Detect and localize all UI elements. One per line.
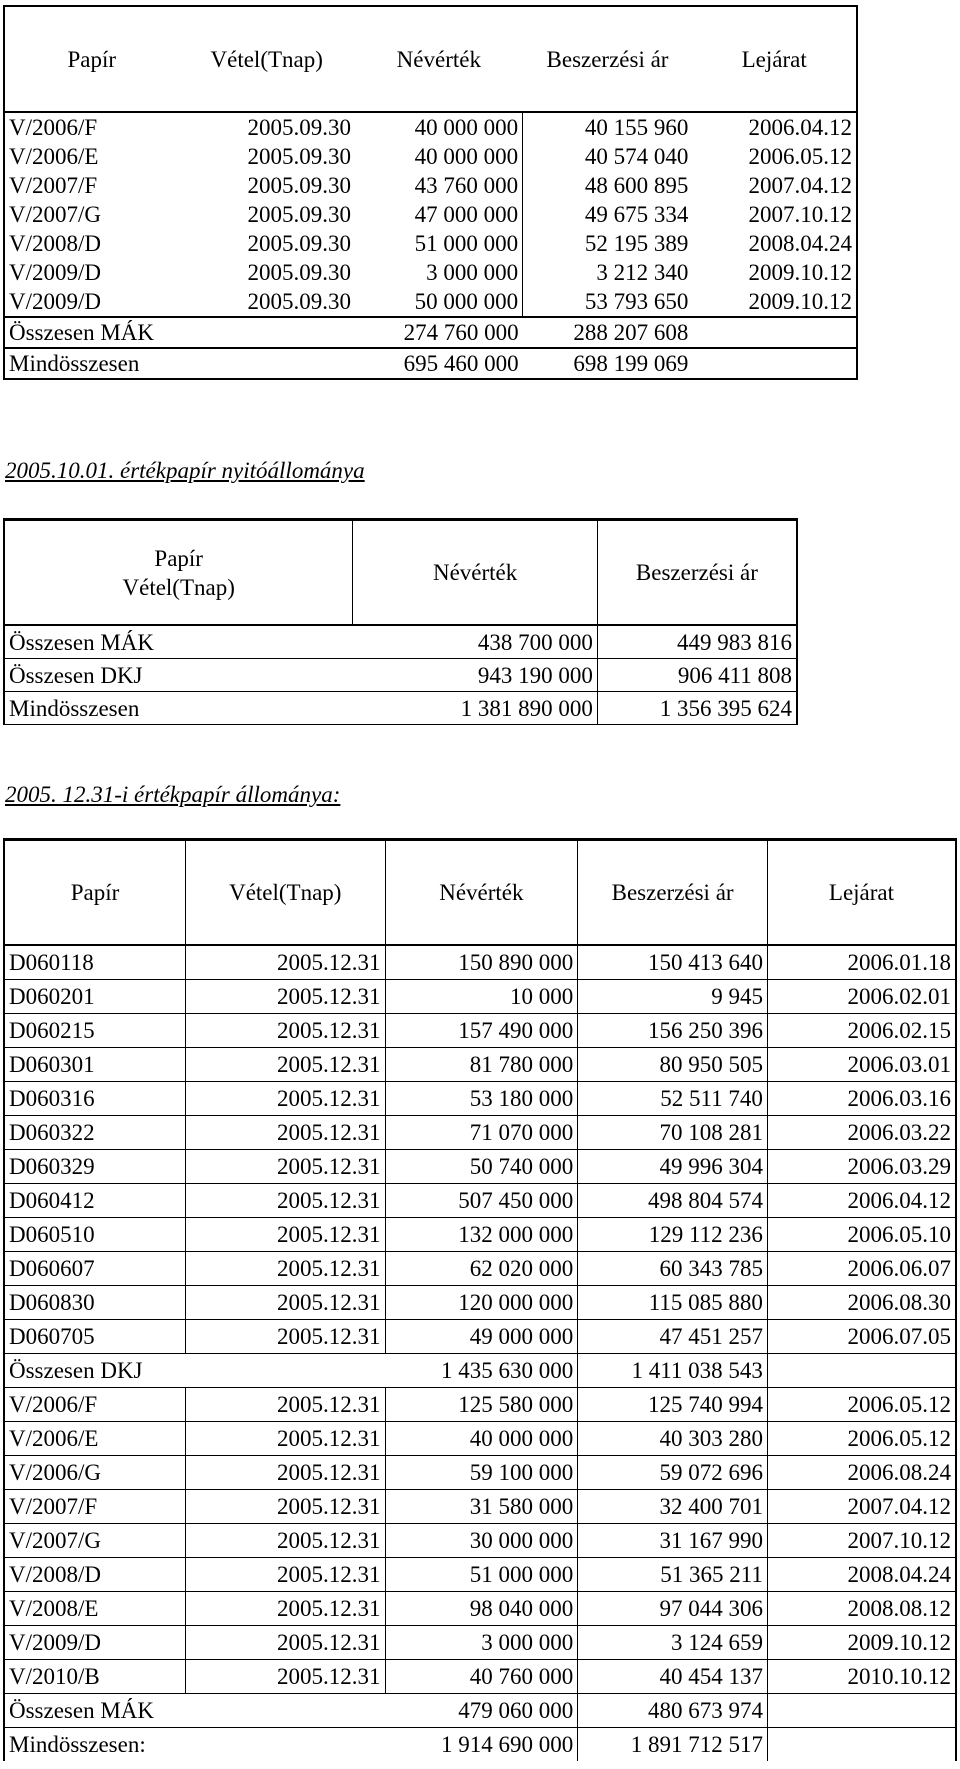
table-row (4, 1558, 956, 1592)
cell-maturity: 2006.03.16 (767, 1082, 956, 1116)
cell-maturity: 2006.08.30 (767, 1286, 956, 1320)
cell-paper: D060412 (4, 1184, 186, 1218)
cell-price: 70 108 281 (578, 1116, 768, 1150)
cell-price: 47 451 257 (578, 1320, 768, 1354)
table-row (4, 1456, 956, 1490)
cell-paper: V/2008/D (4, 229, 178, 258)
cell-price: 32 400 701 (578, 1490, 768, 1524)
cell-maturity: 2006.05.10 (767, 1218, 956, 1252)
cell-price: 40 574 040 (584, 144, 689, 169)
header-nominal-value: Névérték (385, 840, 578, 946)
cell-nominal: 40 000 000 (355, 112, 523, 142)
table-row (4, 1524, 956, 1558)
cell-nominal: 40 000 000 (385, 1422, 578, 1456)
table-row (4, 1218, 956, 1252)
cell-maturity: 2006.04.12 (767, 1184, 956, 1218)
cell-maturity: 2006.05.12 (767, 1388, 956, 1422)
cell-maturity: 2006.01.18 (767, 945, 956, 980)
header-nominal-value: Névérték (353, 520, 597, 626)
cell-grand-total-price: 698 199 069 (523, 348, 693, 379)
cell-paper: V/2008/D (4, 1558, 186, 1592)
cell-price: 9 945 (578, 980, 768, 1014)
cell-price: 129 112 236 (578, 1218, 768, 1252)
cell-nominal: 49 000 000 (385, 1320, 578, 1354)
cell-date: 2005.09.30 (247, 173, 351, 198)
cell-paper: V/2009/D (4, 258, 178, 287)
cell-maturity: 2006.03.29 (767, 1150, 956, 1184)
cell-date: 2005.12.31 (186, 1014, 386, 1048)
cell-maturity: 2006.03.01 (767, 1048, 956, 1082)
cell-paper: D060316 (4, 1082, 186, 1116)
cell-paper: D060201 (4, 980, 186, 1014)
cell-maturity: 2007.10.12 (767, 1524, 956, 1558)
table-row (4, 1048, 956, 1082)
cell-grand-total-nominal: 695 460 000 (355, 348, 523, 379)
cell-nominal: 132 000 000 (385, 1218, 578, 1252)
table-row (4, 1082, 956, 1116)
cell-empty (767, 1354, 956, 1388)
cell-date: 2005.12.31 (186, 1286, 386, 1320)
cell-price: 150 413 640 (578, 945, 768, 980)
cell-nominal: 98 040 000 (385, 1592, 578, 1626)
cell-nominal: 71 070 000 (385, 1116, 578, 1150)
cell-price: 156 250 396 (578, 1014, 768, 1048)
table-header-row (4, 840, 956, 946)
cell-paper: V/2010/B (4, 1660, 186, 1694)
cell-paper: V/2006/F (4, 112, 178, 142)
cell-price: 449 983 816 (597, 625, 797, 659)
cell-date: 2005.09.30 (247, 115, 351, 140)
cell-label: Összesen DKJ (4, 659, 353, 692)
table-row (4, 980, 956, 1014)
table-row (4, 1252, 956, 1286)
table-row (4, 1592, 956, 1626)
table-row (4, 229, 857, 258)
cell-price: 52 511 740 (578, 1082, 768, 1116)
table-row (4, 1184, 956, 1218)
cell-date: 2005.12.31 (186, 980, 386, 1014)
cell-price: 53 793 650 (584, 289, 689, 314)
table-row (4, 200, 857, 229)
cell-nominal: 62 020 000 (385, 1252, 578, 1286)
cell-maturity: 2006.02.15 (767, 1014, 956, 1048)
cell-price: 125 740 994 (578, 1388, 768, 1422)
table-row (4, 258, 857, 287)
cell-maturity: 2009.10.12 (767, 1626, 956, 1660)
cell-date: 2005.12.31 (186, 945, 386, 980)
cell-nominal: 10 000 (385, 980, 578, 1014)
cell-maturity: 2007.04.12 (692, 171, 857, 200)
cell-paper: V/2009/D (4, 1626, 186, 1660)
cell-maturity: 2006.02.01 (767, 980, 956, 1014)
cell-nominal: 1 381 890 000 (353, 692, 597, 725)
cell-nominal: 43 760 000 (355, 171, 523, 200)
cell-maturity: 2010.10.12 (767, 1660, 956, 1694)
cell-date: 2005.09.30 (247, 260, 351, 285)
cell-nominal: 943 190 000 (353, 659, 597, 692)
cell-maturity: 2007.04.12 (767, 1490, 956, 1524)
cell-nominal: 438 700 000 (353, 625, 597, 659)
header-purchase-price: Beszerzési ár (597, 520, 797, 626)
cell-total-label: Összesen MÁK (4, 1694, 385, 1728)
cell-total-label: Összesen DKJ (4, 1354, 385, 1388)
cell-empty (767, 1694, 956, 1728)
cell-date: 2005.12.31 (186, 1320, 386, 1354)
cell-nominal: 51 000 000 (385, 1558, 578, 1592)
table-row (4, 112, 857, 142)
cell-nominal: 40 760 000 (385, 1660, 578, 1694)
cell-paper: V/2007/G (4, 200, 178, 229)
holdings-table-year-end (3, 838, 957, 1761)
cell-total-nominal: 1 914 690 000 (385, 1728, 578, 1762)
cell-price: 52 195 389 (584, 231, 689, 256)
cell-price: 40 303 280 (578, 1422, 768, 1456)
cell-total-nominal: 274 760 000 (355, 317, 523, 348)
header-maturity: Lejárat (692, 6, 857, 112)
cell-price: 31 167 990 (578, 1524, 768, 1558)
cell-nominal: 81 780 000 (385, 1048, 578, 1082)
cell-paper: V/2006/G (4, 1456, 186, 1490)
cell-date: 2005.12.31 (186, 1116, 386, 1150)
cell-paper: V/2006/F (4, 1388, 186, 1422)
cell-nominal: 125 580 000 (385, 1388, 578, 1422)
table-header-row (4, 520, 797, 626)
cell-price: 1 356 395 624 (597, 692, 797, 725)
cell-maturity: 2006.03.22 (767, 1116, 956, 1150)
header-purchase-date: Vétel(Tnap) (178, 6, 355, 112)
holdings-table-opening (3, 5, 858, 380)
cell-paper: V/2006/E (4, 1422, 186, 1456)
table-row (4, 1660, 956, 1694)
table-row (4, 1286, 956, 1320)
cell-price: 51 365 211 (578, 1558, 768, 1592)
cell-date: 2005.12.31 (186, 1524, 386, 1558)
header-nominal-value: Névérték (355, 6, 523, 112)
header-purchase-date: Vétel(Tnap) (186, 840, 386, 946)
cell-date: 2005.12.31 (186, 1456, 386, 1490)
cell-date: 2005.12.31 (186, 1150, 386, 1184)
cell-price: 40 454 137 (578, 1660, 768, 1694)
header-purchase-date: Vétel(Tnap) (122, 574, 235, 600)
cell-date: 2005.12.31 (186, 1592, 386, 1626)
cell-nominal: 50 000 000 (355, 287, 523, 317)
cell-maturity: 2006.08.24 (767, 1456, 956, 1490)
total-row (4, 1694, 956, 1728)
cell-maturity: 2006.07.05 (767, 1320, 956, 1354)
cell-total-nominal: 1 435 630 000 (385, 1354, 578, 1388)
cell-price: 40 155 960 (584, 115, 689, 140)
cell-total-label: Mindösszesen: (4, 1728, 385, 1762)
cell-date: 2005.12.31 (186, 1558, 386, 1592)
header-paper: Papír (154, 545, 203, 571)
section-title-year-end: 2005. 12.31-i értékpapír állománya: (5, 782, 341, 807)
header-purchase-price: Beszerzési ár (523, 6, 693, 112)
cell-price: 3 124 659 (578, 1626, 768, 1660)
cell-total-price: 1 411 038 543 (578, 1354, 768, 1388)
table-row (4, 1320, 956, 1354)
cell-price: 59 072 696 (578, 1456, 768, 1490)
cell-date: 2005.09.30 (247, 144, 351, 169)
table-row (4, 1388, 956, 1422)
cell-date: 2005.12.31 (186, 1252, 386, 1286)
header-paper: Papír (4, 6, 178, 112)
cell-paper: D060215 (4, 1014, 186, 1048)
total-row (4, 317, 857, 348)
cell-date: 2005.09.30 (247, 289, 351, 314)
cell-date: 2005.09.30 (247, 202, 351, 227)
cell-maturity: 2009.10.12 (692, 287, 857, 317)
cell-nominal: 157 490 000 (385, 1014, 578, 1048)
cell-paper: D060705 (4, 1320, 186, 1354)
cell-total-price: 288 207 608 (523, 317, 693, 348)
cell-paper: D060607 (4, 1252, 186, 1286)
cell-date: 2005.12.31 (186, 1626, 386, 1660)
header-paper-date (4, 520, 353, 626)
cell-paper: V/2007/F (4, 1490, 186, 1524)
cell-price: 498 804 574 (578, 1184, 768, 1218)
cell-nominal: 120 000 000 (385, 1286, 578, 1320)
cell-price: 80 950 505 (578, 1048, 768, 1082)
cell-empty (767, 1728, 956, 1762)
cell-paper: D060830 (4, 1286, 186, 1320)
header-paper: Papír (4, 840, 186, 946)
cell-total-nominal: 479 060 000 (385, 1694, 578, 1728)
cell-paper: D060329 (4, 1150, 186, 1184)
cell-paper: D060118 (4, 945, 186, 980)
cell-nominal: 53 180 000 (385, 1082, 578, 1116)
cell-paper: D060510 (4, 1218, 186, 1252)
cell-maturity: 2007.10.12 (692, 200, 857, 229)
table-row (4, 945, 956, 980)
header-maturity: Lejárat (767, 840, 956, 946)
cell-maturity: 2006.06.07 (767, 1252, 956, 1286)
table-row (4, 659, 797, 692)
total-row (4, 1728, 956, 1762)
cell-price: 97 044 306 (578, 1592, 768, 1626)
cell-paper: V/2007/F (4, 171, 178, 200)
cell-nominal: 150 890 000 (385, 945, 578, 980)
cell-maturity: 2008.04.24 (767, 1558, 956, 1592)
header-purchase-price: Beszerzési ár (578, 840, 768, 946)
cell-total-label: Összesen MÁK (4, 317, 355, 348)
table-header-row (4, 6, 857, 112)
cell-paper: V/2008/E (4, 1592, 186, 1626)
cell-maturity: 2006.05.12 (767, 1422, 956, 1456)
cell-total-price: 480 673 974 (578, 1694, 768, 1728)
cell-paper: D060301 (4, 1048, 186, 1082)
cell-price: 49 675 334 (584, 202, 689, 227)
cell-label: Mindösszesen (4, 692, 353, 725)
cell-maturity: 2009.10.12 (692, 258, 857, 287)
holdings-table-summary (3, 518, 798, 725)
table-row (4, 1014, 956, 1048)
cell-date: 2005.12.31 (186, 1218, 386, 1252)
cell-maturity: 2008.08.12 (767, 1592, 956, 1626)
total-row (4, 1354, 956, 1388)
cell-total-price: 1 891 712 517 (578, 1728, 768, 1762)
cell-nominal: 31 580 000 (385, 1490, 578, 1524)
cell-nominal: 3 000 000 (355, 258, 523, 287)
cell-date: 2005.12.31 (186, 1048, 386, 1082)
cell-grand-total-label: Mindösszesen (4, 348, 355, 379)
cell-price: 3 212 340 (596, 260, 689, 285)
cell-price: 49 996 304 (578, 1150, 768, 1184)
cell-paper: V/2009/D (4, 287, 178, 317)
cell-nominal: 59 100 000 (385, 1456, 578, 1490)
table-row (4, 171, 857, 200)
cell-date: 2005.12.31 (186, 1660, 386, 1694)
cell-price: 60 343 785 (578, 1252, 768, 1286)
cell-label: Összesen MÁK (4, 625, 353, 659)
cell-maturity: 2008.04.24 (692, 229, 857, 258)
table-row (4, 1490, 956, 1524)
cell-date: 2005.12.31 (186, 1388, 386, 1422)
cell-date: 2005.12.31 (186, 1082, 386, 1116)
cell-price: 48 600 895 (584, 173, 689, 198)
table-row (4, 287, 857, 317)
cell-nominal: 3 000 000 (385, 1626, 578, 1660)
table-row (4, 1626, 956, 1660)
cell-paper: D060322 (4, 1116, 186, 1150)
cell-price: 115 085 880 (578, 1286, 768, 1320)
table-row (4, 625, 797, 659)
total-row (4, 348, 857, 379)
cell-date: 2005.12.31 (186, 1490, 386, 1524)
cell-nominal: 40 000 000 (355, 142, 523, 171)
table-row (4, 142, 857, 171)
cell-date: 2005.12.31 (186, 1422, 386, 1456)
cell-price: 906 411 808 (597, 659, 797, 692)
table-row (4, 1150, 956, 1184)
cell-nominal: 30 000 000 (385, 1524, 578, 1558)
section-title-opening: 2005.10.01. értékpapír nyitóállománya (5, 458, 365, 483)
table-row (4, 1116, 956, 1150)
cell-nominal: 507 450 000 (385, 1184, 578, 1218)
cell-paper: V/2007/G (4, 1524, 186, 1558)
cell-nominal: 50 740 000 (385, 1150, 578, 1184)
cell-maturity: 2006.05.12 (692, 142, 857, 171)
table-row (4, 1422, 956, 1456)
table-row (4, 692, 797, 725)
cell-maturity: 2006.04.12 (692, 112, 857, 142)
cell-nominal: 51 000 000 (355, 229, 523, 258)
cell-nominal: 47 000 000 (355, 200, 523, 229)
cell-date: 2005.09.30 (247, 231, 351, 256)
cell-date: 2005.12.31 (186, 1184, 386, 1218)
cell-paper: V/2006/E (4, 142, 178, 171)
